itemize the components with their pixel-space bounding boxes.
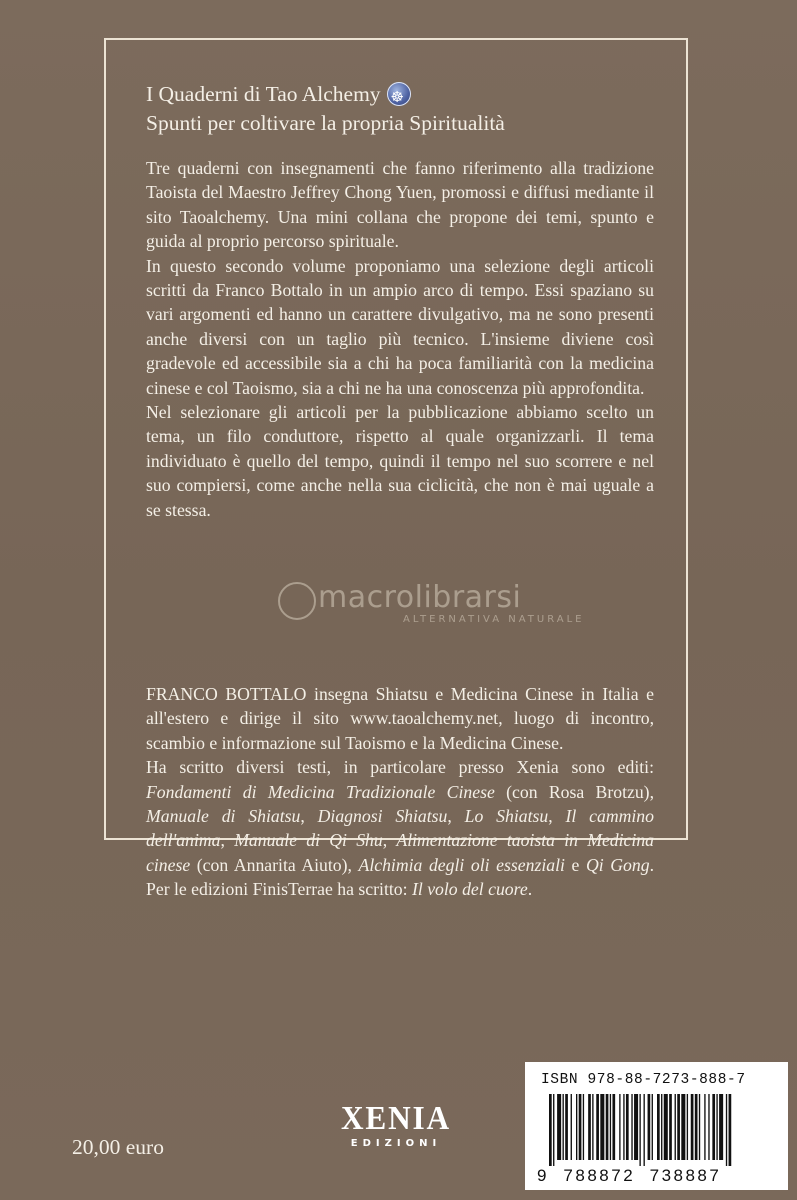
bio-text: . bbox=[527, 879, 533, 900]
book-title: Manuale di Qi Shu bbox=[234, 830, 383, 851]
publisher-subtitle: EDIZIONI bbox=[350, 1138, 442, 1149]
barcode-bar bbox=[729, 1094, 732, 1166]
series-title: I Quaderni di Tao Alchemy bbox=[146, 82, 381, 106]
barcode-bar bbox=[588, 1094, 591, 1160]
barcode-bar bbox=[669, 1094, 672, 1160]
book-title: Alimentazione taoista in Medicina cinese bbox=[146, 830, 655, 875]
barcode-bar bbox=[691, 1094, 694, 1160]
barcode-bar bbox=[716, 1094, 717, 1160]
bio-text: , bbox=[300, 806, 318, 827]
barcode-bar bbox=[677, 1094, 680, 1160]
description-paragraph-3: Nel selezionare gli articoli per la pubblicazione abbiamo scelto un tema, un filo conduttore, rispetto al quale organizzarli. Il tema individuato è quello del tempo, quindi il tempo nel suo scorrere e nel suo compiersi, come anche nella sua ciclicità, che non è mai uguale a se stessa. bbox=[146, 402, 654, 520]
barcode-bar bbox=[600, 1094, 604, 1160]
barcode-bar bbox=[553, 1094, 554, 1166]
barcode-bar bbox=[699, 1094, 700, 1160]
barcode-bar bbox=[576, 1094, 577, 1160]
barcode-bar bbox=[687, 1094, 688, 1160]
barcode-bar bbox=[623, 1094, 624, 1160]
book-title: Fondamenti di Medicina Tradizionale Cinese bbox=[146, 781, 495, 802]
barcode-bar bbox=[704, 1094, 705, 1160]
barcode-bar bbox=[726, 1094, 727, 1166]
book-description bbox=[146, 156, 654, 522]
ean-group-2: 738887 bbox=[649, 1166, 722, 1185]
book-title: Diagnosi Shiatsu bbox=[317, 806, 448, 827]
publisher-name: XENIA bbox=[340, 1100, 451, 1137]
book-title: Lo Shiatsu bbox=[464, 806, 549, 827]
barcode-bar bbox=[619, 1094, 620, 1160]
book-title: Alchimia degli oli essenziali bbox=[358, 854, 565, 875]
ean-digits bbox=[537, 1166, 721, 1186]
book-title: Il volo del cuore bbox=[411, 879, 528, 900]
bio-text: (con Rosa Brotzu), bbox=[494, 781, 654, 802]
barcode-bar bbox=[712, 1094, 715, 1160]
barcode-bar bbox=[661, 1094, 662, 1160]
ean-group-1: 788872 bbox=[563, 1166, 636, 1185]
barcode-bar bbox=[695, 1094, 698, 1160]
barcode-bar bbox=[549, 1094, 552, 1166]
author-bio bbox=[146, 682, 654, 902]
isbn-number: ISBN 978-88-7273-888-7 bbox=[541, 1072, 746, 1088]
publisher-logo bbox=[330, 1100, 462, 1149]
barcode-bar bbox=[596, 1094, 599, 1160]
barcode-bar bbox=[579, 1094, 582, 1160]
barcode-bar bbox=[719, 1094, 723, 1160]
barcode-bar bbox=[563, 1094, 564, 1160]
barcode-bar bbox=[612, 1094, 615, 1160]
barcode-bar bbox=[644, 1094, 645, 1166]
series-title-line bbox=[146, 80, 706, 109]
barcode-bar bbox=[664, 1094, 668, 1160]
barcode-bar bbox=[708, 1094, 709, 1160]
barcode-bar bbox=[681, 1094, 685, 1160]
ean-first-digit: 9 bbox=[537, 1166, 549, 1185]
isbn-barcode bbox=[525, 1062, 788, 1190]
barcode-bar bbox=[606, 1094, 609, 1160]
watermark-name: macrolibrarsi bbox=[318, 580, 522, 615]
barcode-bar bbox=[652, 1094, 653, 1160]
bio-text: (con Annarita Aiuto), bbox=[190, 854, 359, 875]
barcode-bar bbox=[592, 1094, 593, 1160]
barcode-bar bbox=[675, 1094, 676, 1160]
barcode-bar bbox=[639, 1094, 640, 1166]
barcode-bar bbox=[634, 1094, 638, 1160]
bio-text: , bbox=[447, 806, 465, 827]
series-heading bbox=[146, 80, 706, 138]
watermark-logo-icon bbox=[278, 582, 316, 620]
book-title: Il cammino dell'anima bbox=[146, 806, 654, 851]
description-paragraph-2: In questo secondo volume proponiamo una selezione degli articoli scritti da Franco Bottalo in un ampio arco di tempo. Essi spaziano su vari argomenti ed hanno un carattere divulgativo, ma ne sono presenti anche diversi con un taglio più tecnico. L'insieme diviene così gradevole ed accessibile sia a chi ha poca familiarità con la medicina cinese e col Taoismo, sia a chi ne ha una conoscenza più approfondita. bbox=[146, 255, 654, 398]
barcode-bars bbox=[535, 1090, 778, 1166]
bio-text: , bbox=[220, 830, 235, 851]
bio-text: . Per le edizioni FinisTerrae ha scritto: bbox=[146, 854, 654, 900]
bio-text: , bbox=[382, 830, 397, 851]
barcode-bar bbox=[657, 1094, 660, 1160]
barcode-bar bbox=[565, 1094, 568, 1160]
book-title: Qi Gong bbox=[585, 854, 650, 875]
barcode-bar bbox=[583, 1094, 584, 1160]
series-subtitle: Spunti per coltivare la propria Spiritualità bbox=[146, 111, 505, 135]
bio-text: Ha scritto diversi testi, in particolare presso Xenia sono editi: bbox=[146, 757, 654, 778]
barcode-bar bbox=[610, 1094, 611, 1160]
bio-text: e bbox=[564, 854, 586, 875]
watermark-tagline: ALTERNATIVA NATURALE bbox=[403, 614, 585, 625]
barcode-bar bbox=[631, 1094, 632, 1160]
barcode-bar bbox=[557, 1094, 561, 1160]
tao-alchemy-logo-icon bbox=[387, 82, 411, 106]
barcode-bar bbox=[648, 1094, 651, 1160]
description-paragraph-1: Tre quaderni con insegnamenti che fanno riferimento alla tradizione Taoista del Maestro Jeffrey Chong Yuen, promossi e diffusi mediante il sito Taoalchemy. Una mini collana che propone dei temi, spunto e guida al proprio percorso spirituale. bbox=[146, 158, 654, 252]
bio-text: , bbox=[548, 806, 566, 827]
bio-paragraph-2 bbox=[146, 755, 654, 901]
barcode-bar bbox=[571, 1094, 572, 1160]
price-label: 20,00 euro bbox=[72, 1135, 164, 1159]
book-title: Manuale di Shiatsu bbox=[146, 806, 301, 827]
barcode-bar bbox=[626, 1094, 629, 1160]
bio-paragraph-1: FRANCO BOTTALO insegna Shiatsu e Medicina Cinese in Italia e all'estero e dirige il sito www.taoalchemy.net, luogo di incontro, scambio e informazione sul Taoismo e la Medicina Cinese. bbox=[146, 684, 654, 753]
